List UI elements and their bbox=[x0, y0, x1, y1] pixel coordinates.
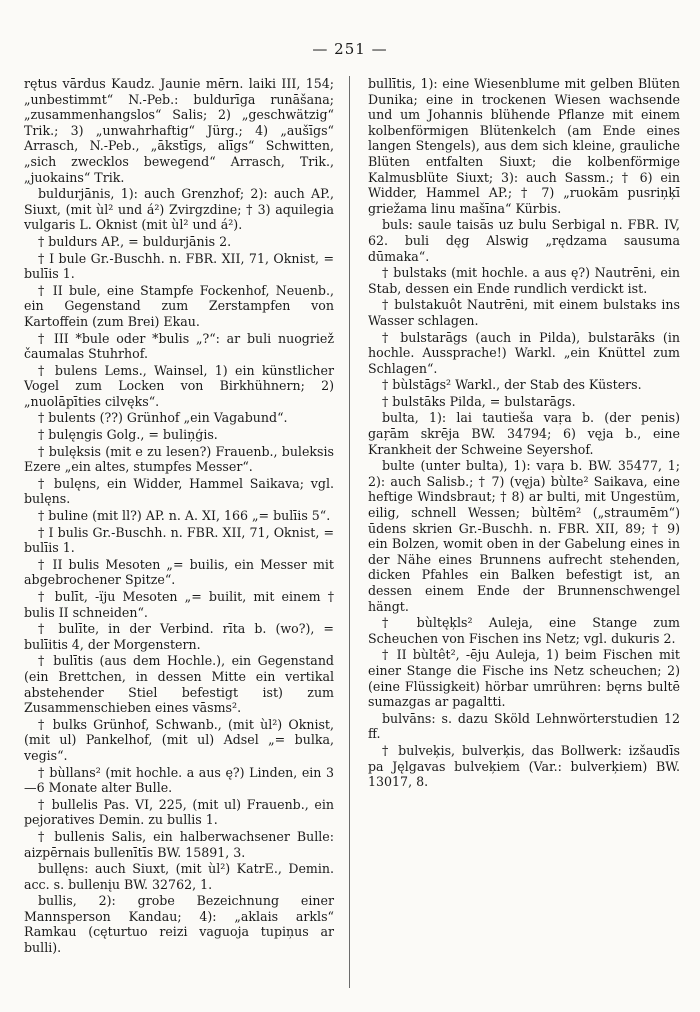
entry-text: bullęns: auch Siuxt, (mit ùl²) KatrE., Demin. acc. s. bullenįu BW. 32762, 1. bbox=[24, 861, 334, 892]
dictionary-entry bbox=[24, 331, 334, 362]
entry-text: † bullenis Salis, ein halberwachsener Bulle: aizpērnais bullenītīs BW. 15891, 3. bbox=[24, 828, 334, 860]
dictionary-entry bbox=[368, 265, 680, 296]
entry-text: † bulstakuôt Nautrēni, mit einem bulstaks ins Wasser schlagen. bbox=[368, 297, 680, 328]
entry-text: † I bule Gr.-Buschh. n. FBR. XII, 71, Oknist, = bulīis 1. bbox=[24, 250, 334, 282]
entry-text: rętus vārdus Kaudz. Jaunie mērn. laiki III, 154; „unbestimmt“ N.-Peb.: buldurīga runāšana; „zusammenhangslos“ Salis; 2) „geschwätzig“ Trik.; 3) „unwahrhaftig“ Jürg.; 4) „aušīgs“ Arrasch, N.-Peb., „ākstīgs, alīgs“ Schwitten, „sich zwecklos bewegend“ Arrasch, Trik., „juokains“ Trik. bbox=[24, 76, 334, 185]
entry-text: † bùllans² (mit hochle. a aus ę?) Linden, ein 3—6 Monate alter Bulle. bbox=[24, 764, 334, 796]
dictionary-entry bbox=[368, 458, 680, 614]
entry-text: † III *bule oder *bulis „?“: ar buli nuogriež čaumalas Stuhrhof. bbox=[24, 330, 334, 362]
dictionary-entry bbox=[24, 589, 334, 620]
page-number: — 251 — bbox=[312, 40, 388, 58]
entry-text: bulte (unter bulta), 1): vaṛa b. BW. 35477, 1; 2): auch Salisb.; † 7) (vęja) bùlte² Saikava, eine heftige Windsbraut; † 8) ar bulti, mit Ungestüm, eilig, schnell Wessen; bùltēm² („straumēm“) ūdens skrien Gr.-Buschh. n. FBR. XII, 89; † 9) ein Bolzen, womit oben in der Gabelung eines in der Nähe eines Brunnens aufrecht stehenden, dicken Pfahles ein Balken befestigt ist, an dessen einem Ende der Brunnenschwengel hängt. bbox=[368, 458, 680, 614]
entry-text: † bulens Lems., Wainsel, 1) ein künstlicher Vogel zum Locken von Birkhühnern; 2) „nuolāpīties cilvęks“. bbox=[24, 362, 334, 409]
dictionary-entry bbox=[368, 711, 680, 742]
dictionary-entry bbox=[24, 76, 334, 185]
dictionary-entry bbox=[24, 251, 334, 282]
dictionary-entry bbox=[24, 797, 334, 828]
dictionary-entry bbox=[24, 765, 334, 796]
entry-text: bulvāns: s. dazu Sköld Lehnwörterstudien 12 ff. bbox=[368, 710, 680, 742]
entry-text: † bulęksis (mit e zu lesen?) Frauenb., buleksis Ezere „ein altes, stumpfes Messer“. bbox=[24, 443, 334, 475]
entry-text: † bulstaks (mit hochle. a aus ę?) Nautrēni, ein Stab, dessen ein Ende rundlich verdickt ist. bbox=[368, 265, 680, 296]
dictionary-entry bbox=[368, 743, 680, 790]
entry-text: † bulstāks Pilda, = bulstarāgs. bbox=[382, 393, 576, 409]
entry-text: † bulęns, ein Widder, Hammel Saikava; vgl. bulęns. bbox=[24, 475, 334, 507]
entry-text: bulta, 1): lai tautieša vaṛa b. (der penis) gaṛām skrēja BW. 34794; 6) vęja b., eine Krankheit der Schweine Seyershof. bbox=[368, 410, 680, 457]
entry-text: † bulīte, in der Verbind. rīta b. (wo?), = bulīitis 4, der Morgenstern. bbox=[24, 621, 334, 652]
dictionary-entry bbox=[24, 476, 334, 507]
dictionary-entry bbox=[24, 653, 334, 715]
dictionary-entry bbox=[24, 363, 334, 410]
dictionary-entry bbox=[24, 283, 334, 330]
entry-text: † I bulis Gr.-Buschh. n. FBR. XII, 71, Oknist, = bulīis 1. bbox=[24, 524, 334, 556]
entry-text: † bulīt, -ïju Mesoten „= builit, mit einem † bulis II schneiden“. bbox=[24, 589, 334, 620]
entry-text: † bulks Grünhof, Schwanb., (mit ùl²) Oknist, (mit ul) Pankelhof, (mit ul) Adsel „= bulka, vegis“. bbox=[24, 716, 334, 763]
entry-text: † bulstarāgs (auch in Pilda), bulstarāks (in hochle. Aussprache!) Warkl. „ein Knüttel zum Schlagen“. bbox=[368, 329, 680, 376]
entry-text: bullītis, 1): eine Wiesenblume mit gelben Blüten Dunika; eine in trockenen Wiesen wachsende und um Johannis blühende Pflanze mit einem kolbenförmigen Blütenkelch (am Ende eines langen Stengels), aus dem sich kleine, grauliche Blüten entfalten Siuxt; die kolbenförmige Kalmusblüte Siuxt; 3): auch Sassm.; † 6) ein Widder, Hammel AP.; † 7) „ruokām pusriņķī griežama linu mašīna“ Kürbis. bbox=[368, 76, 680, 216]
entry-text: † bulveķis, bulverķis, das Bollwerk: izšaudīs pa Jęlgavas bulveķiem (Var.: bulverķiem) BW. 13017, 8. bbox=[368, 742, 680, 790]
dictionary-entry bbox=[24, 557, 334, 588]
dictionary-entry bbox=[368, 217, 680, 264]
dictionary-entry bbox=[368, 394, 680, 410]
dictionary-entry bbox=[368, 76, 680, 216]
entry-text: † buldurs AP., = buldurjānis 2. bbox=[38, 233, 232, 249]
dictionary-entry bbox=[368, 615, 680, 646]
dictionary-entry bbox=[368, 647, 680, 709]
entry-text: † bullelis Pas. VI, 225, (mit ul) Frauenb., ein pejoratives Demin. zu bullis 1. bbox=[24, 796, 334, 828]
dictionary-entry bbox=[24, 861, 334, 892]
dictionary-entry bbox=[24, 234, 334, 250]
dictionary-entry bbox=[368, 330, 680, 377]
entry-text: † II bulis Mesoten „= builis, ein Messer mit abgebrochener Spitze“. bbox=[24, 556, 334, 588]
dictionary-entry bbox=[368, 377, 680, 393]
entry-text: † bùlstāgs² Warkl., der Stab des Küsters. bbox=[382, 377, 642, 393]
entry-text: buls: saule taisās uz bulu Serbigal n. FBR. IV, 62. buli dęg Alswig „rędzama sausuma dūmaka“. bbox=[368, 217, 680, 264]
dictionary-entry bbox=[24, 508, 334, 524]
right-column bbox=[368, 76, 680, 791]
left-column bbox=[24, 76, 334, 957]
dictionary-entry bbox=[24, 186, 334, 233]
dictionary-entry bbox=[24, 525, 334, 556]
dictionary-entry bbox=[24, 444, 334, 475]
dictionary-entry bbox=[24, 410, 334, 426]
entry-text: † II bùltêt², -ēju Auleja, 1) beim Fischen mit einer Stange die Fische ins Netz scheuchen; 2) (eine Flüssigkeit) hörbar umrühren: bęrns bultē sumazgas ar pagaltti. bbox=[368, 647, 680, 710]
entry-text: buldurjānis, 1): auch Grenzhof; 2): auch AP., Siuxt, (mit ùl² und á²) Zvirgzdine; † 3) aquilegia vulgaris L. Oknist (mit ùl² und á²). bbox=[24, 186, 334, 233]
dictionary-entry bbox=[24, 717, 334, 764]
dictionary-entry bbox=[24, 427, 334, 443]
dictionary-entry bbox=[24, 893, 334, 955]
dictionary-entry bbox=[24, 829, 334, 860]
entry-text: † bulęngis Golg., = buliņģis. bbox=[38, 427, 218, 443]
entry-text: † bulītis (aus dem Hochle.), ein Gegenstand (ein Brettchen, in dessen Mitte ein vertikal abstehender Stiel befestigt ist) zum Zusammenschieben eines vāsms². bbox=[24, 653, 334, 716]
entry-text: † bùltęķls² Auleja, eine Stange zum Scheuchen von Fischen ins Netz; vgl. dukuris 2. bbox=[368, 615, 680, 646]
entry-text: † II bule, eine Stampfe Fockenhof, Neuenb., ein Gegenstand zum Zerstampfen von Kartoffein (zum Brei) Ekau. bbox=[24, 282, 334, 329]
entry-text: † bulents (??) Grünhof „ein Vagabund“. bbox=[38, 410, 288, 426]
column-divider bbox=[349, 76, 350, 988]
entry-text: † buline (mit ll?) AP. n. A. XI, 166 „= bulīis 5“. bbox=[38, 508, 331, 524]
entry-text: bullis, 2): grobe Bezeichnung einer Mannsperson Kandau; 4): „aklais arkls“ Ramkau (cęturtuo reizi vaguoja tupiņus ar bulli). bbox=[24, 893, 334, 956]
dictionary-entry bbox=[368, 297, 680, 328]
dictionary-entry bbox=[24, 621, 334, 652]
dictionary-entry bbox=[368, 410, 680, 457]
